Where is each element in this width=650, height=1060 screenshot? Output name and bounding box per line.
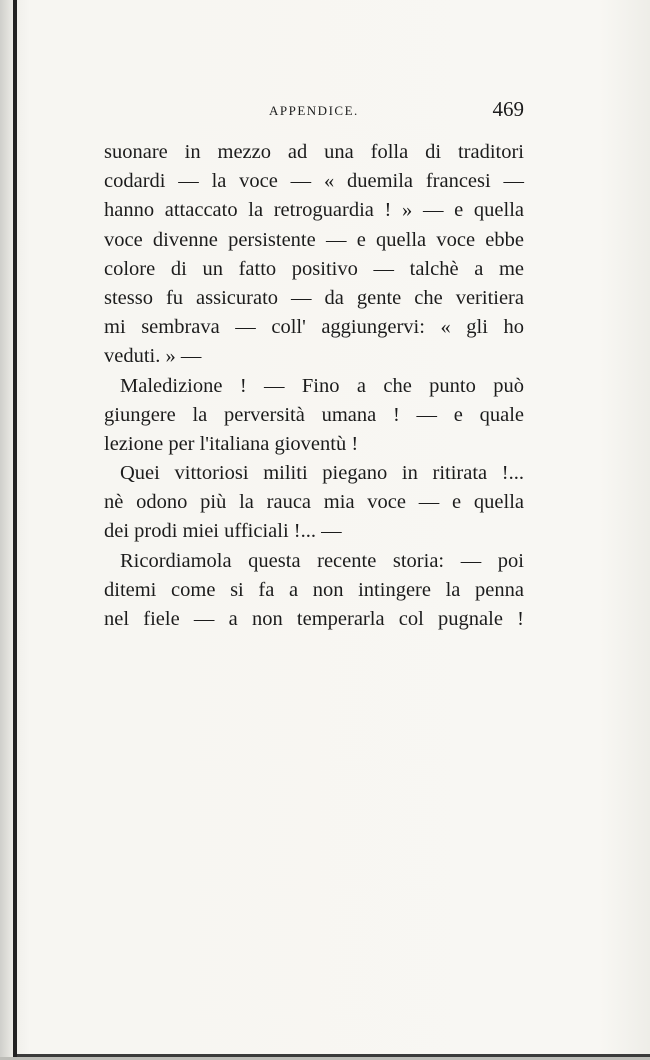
binding-shadow: [0, 0, 13, 1060]
text-line: ditemi come si fa a non intingere la penna: [104, 578, 524, 601]
page-header: [104, 97, 524, 127]
text-line: colore di un fatto positivo — talchè a me: [104, 257, 524, 280]
text-line: suonare in mezzo ad una folla di traditori: [104, 141, 524, 163]
text-line: giungere la perversità umana ! — e quale: [104, 403, 524, 426]
paragraph: [104, 372, 524, 460]
text-line: Quei vittoriosi militi piegano in ritirata !...: [120, 462, 524, 485]
text-line: nè odono più la rauca mia voce — e quella: [104, 491, 524, 514]
page-bottom-edge: [17, 1054, 650, 1057]
paragraph: [104, 459, 524, 547]
text-line: lezione per l'italiana gioventù !: [104, 432, 359, 455]
text-line: stesso fu assicurato — da gente che veritiera: [104, 286, 524, 309]
text-line: codardi — la voce — « duemila francesi —: [104, 170, 524, 193]
text-line: Maledizione ! — Fino a che punto può: [120, 374, 524, 397]
paragraph: [104, 138, 524, 372]
text-line: Ricordiamola questa recente storia: — poi: [120, 549, 524, 572]
body-text: [104, 138, 524, 634]
text-line: veduti. » —: [104, 345, 202, 368]
text-line: voce divenne persistente — e quella voce ebbe: [104, 228, 524, 251]
page-number: 469: [492, 97, 524, 121]
text-line: nel fiele — a non temperarla col pugnale !: [104, 608, 524, 630]
paragraph: [104, 547, 524, 635]
text-line: mi sembrava — coll' aggiungervi: « gli ho: [104, 316, 524, 339]
running-head: APPENDICE.: [269, 103, 359, 118]
page-left-edge: [13, 0, 17, 1060]
text-line: dei prodi miei ufficiali !... —: [104, 520, 342, 543]
text-line: hanno attaccato la retroguardia ! » — e quella: [104, 199, 524, 222]
